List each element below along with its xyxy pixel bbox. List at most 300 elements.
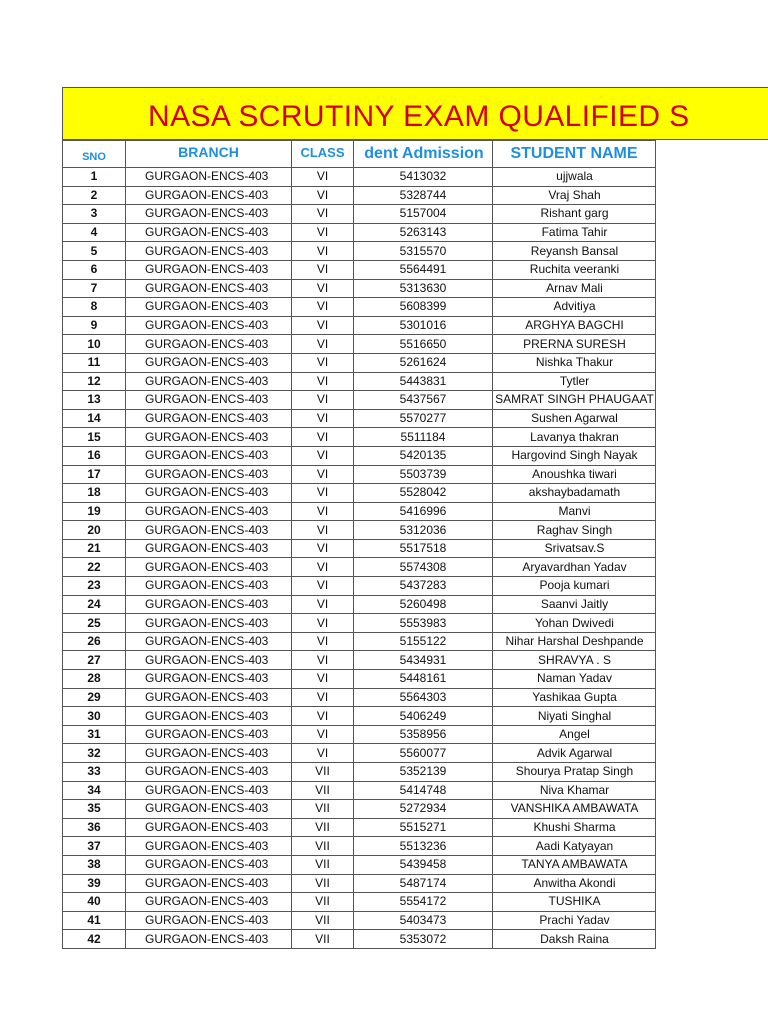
cell-branch[interactable]: GURGAON-ENCS-403 [126,725,292,744]
cell-branch[interactable]: GURGAON-ENCS-403 [126,632,292,651]
cell-admission[interactable]: 5358956 [354,725,493,744]
table-row [63,335,656,354]
cell-branch[interactable]: GURGAON-ENCS-403 [126,893,292,912]
cell-class[interactable]: VI [292,353,354,372]
cell-student-name-text: akshaybadamath [528,485,621,500]
cell-branch[interactable]: GURGAON-ENCS-403 [126,353,292,372]
cell-student-name-text: Naman Yadav [537,671,612,686]
cell-branch[interactable]: GURGAON-ENCS-403 [126,930,292,949]
cell-student-name[interactable] [493,260,656,279]
table-row [63,707,656,726]
cell-class[interactable]: VII [292,930,354,949]
cell-branch[interactable]: GURGAON-ENCS-403 [126,818,292,837]
cell-class[interactable]: VI [292,614,354,633]
cell-sno[interactable]: 29 [63,688,126,707]
cell-class[interactable]: VI [292,521,354,540]
cell-admission[interactable]: 5414748 [354,781,493,800]
cell-class[interactable]: VI [292,298,354,317]
table-row [63,763,656,782]
table-row [63,744,656,763]
cell-sno[interactable]: 30 [63,707,126,726]
title-banner [62,87,768,140]
cell-student-name[interactable] [493,205,656,224]
cell-branch[interactable]: GURGAON-ENCS-403 [126,837,292,856]
table-row [63,614,656,633]
cell-student-name-text: PRERNA SURESH [523,336,626,351]
table-row [63,428,656,447]
cell-class[interactable]: VI [292,651,354,670]
cell-student-name-text: ARGHYA BAGCHI [525,318,624,333]
cell-class[interactable]: VI [292,484,354,503]
cell-student-name[interactable] [493,168,656,187]
cell-branch[interactable]: GURGAON-ENCS-403 [126,391,292,410]
cell-admission[interactable]: 5560077 [354,744,493,763]
table-row [63,465,656,484]
cell-branch[interactable]: GURGAON-ENCS-403 [126,855,292,874]
cell-class[interactable]: VI [292,744,354,763]
cell-admission[interactable]: 5301016 [354,316,493,335]
cell-admission[interactable]: 5260498 [354,595,493,614]
cell-class[interactable]: VII [292,818,354,837]
cell-branch[interactable]: GURGAON-ENCS-403 [126,763,292,782]
cell-class[interactable]: VI [292,372,354,391]
cell-sno[interactable]: 15 [63,428,126,447]
cell-class[interactable]: VI [292,391,354,410]
cell-student-name[interactable] [493,465,656,484]
cell-branch[interactable]: GURGAON-ENCS-403 [126,558,292,577]
cell-student-name-text: Daksh Raina [540,931,609,946]
cell-class[interactable]: VI [292,632,354,651]
cell-class[interactable]: VI [292,279,354,298]
cell-student-name[interactable] [493,670,656,689]
cell-admission[interactable]: 5263143 [354,223,493,242]
cell-admission[interactable]: 5261624 [354,353,493,372]
students-table [62,140,656,949]
cell-branch[interactable]: GURGAON-ENCS-403 [126,168,292,187]
cell-student-name-text: TUSHIKA [548,894,601,909]
cell-admission[interactable]: 5406249 [354,707,493,726]
cell-sno[interactable]: 33 [63,763,126,782]
table-row [63,409,656,428]
cell-student-name[interactable] [493,651,656,670]
cell-branch[interactable]: GURGAON-ENCS-403 [126,223,292,242]
cell-sno[interactable]: 5 [63,242,126,261]
cell-branch[interactable]: GURGAON-ENCS-403 [126,577,292,596]
cell-sno[interactable]: 9 [63,316,126,335]
cell-branch[interactable]: GURGAON-ENCS-403 [126,335,292,354]
cell-student-name-text: Raghav Singh [536,522,613,537]
cell-class[interactable]: VI [292,168,354,187]
table-row [63,168,656,187]
cell-student-name[interactable] [493,335,656,354]
cell-admission[interactable]: 5608399 [354,298,493,317]
cell-admission[interactable]: 5443831 [354,372,493,391]
cell-sno[interactable]: 16 [63,446,126,465]
table-row [63,632,656,651]
cell-admission[interactable]: 5312036 [354,521,493,540]
cell-student-name[interactable] [493,614,656,633]
cell-student-name-text: Aadi Katyayan [535,838,614,853]
cell-student-name-text: SAMRAT SINGH PHAUGAAT [495,392,654,407]
cell-sno[interactable]: 32 [63,744,126,763]
cell-sno[interactable]: 24 [63,595,126,614]
cell-branch[interactable]: GURGAON-ENCS-403 [126,205,292,224]
column-header-admission [354,141,493,168]
cell-branch[interactable]: GURGAON-ENCS-403 [126,260,292,279]
cell-student-name[interactable] [493,855,656,874]
cell-student-name-text: Pooja kumari [539,578,610,593]
cell-sno[interactable]: 27 [63,651,126,670]
cell-admission[interactable]: 5403473 [354,911,493,930]
cell-class[interactable]: VI [292,409,354,428]
cell-student-name[interactable] [493,595,656,614]
cell-branch[interactable]: GURGAON-ENCS-403 [126,446,292,465]
cell-sno[interactable]: 22 [63,558,126,577]
cell-student-name-text: Arnav Mali [546,280,603,295]
cell-class[interactable]: VI [292,223,354,242]
cell-student-name-text: Niyati Singhal [537,708,612,723]
cell-student-name-text: Prachi Yadav [539,913,610,928]
cell-sno[interactable]: 7 [63,279,126,298]
cell-class[interactable]: VI [292,242,354,261]
cell-sno[interactable]: 25 [63,614,126,633]
cell-student-name[interactable] [493,428,656,447]
cell-student-name-text: Saanvi Jaitly [540,596,609,611]
cell-admission[interactable]: 5439458 [354,855,493,874]
cell-branch[interactable]: GURGAON-ENCS-403 [126,484,292,503]
cell-student-name[interactable] [493,409,656,428]
cell-admission[interactable]: 5313630 [354,279,493,298]
cell-student-name-text: Manvi [558,503,591,518]
cell-student-name[interactable] [493,893,656,912]
cell-student-name-text: Lavanya thakran [530,429,619,444]
column-header-branch: BRANCH [126,141,292,168]
cell-class[interactable]: VII [292,800,354,819]
cell-admission[interactable]: 5513236 [354,837,493,856]
cell-student-name[interactable] [493,707,656,726]
cell-class[interactable]: VI [292,428,354,447]
cell-student-name-text: TANYA AMBAWATA [521,857,628,872]
column-header-student-name: STUDENT NAME [493,141,656,168]
cell-student-name[interactable] [493,632,656,651]
cell-branch[interactable]: GURGAON-ENCS-403 [126,595,292,614]
cell-branch[interactable]: GURGAON-ENCS-403 [126,911,292,930]
cell-admission[interactable]: 5554172 [354,893,493,912]
cell-class[interactable]: VI [292,260,354,279]
sheet-title: NASA SCRUTINY EXAM QUALIFIED S [148,100,690,133]
cell-student-name-text: Nishka Thakur [535,355,614,370]
cell-branch[interactable]: GURGAON-ENCS-403 [126,614,292,633]
cell-class[interactable]: VI [292,688,354,707]
cell-branch[interactable]: GURGAON-ENCS-403 [126,298,292,317]
cell-student-name-text: Yashikaa Gupta [532,689,617,704]
cell-student-name-text: Advik Agarwal [536,745,613,760]
cell-sno[interactable]: 4 [63,223,126,242]
cell-sno[interactable]: 41 [63,911,126,930]
cell-student-name[interactable] [493,800,656,819]
table-row [63,242,656,261]
cell-student-name[interactable] [493,837,656,856]
cell-admission[interactable]: 5516650 [354,335,493,354]
table-row [63,595,656,614]
cell-student-name-text: Shourya Pratap Singh [515,764,634,779]
cell-class[interactable]: VII [292,911,354,930]
cell-sno[interactable]: 20 [63,521,126,540]
cell-branch[interactable]: GURGAON-ENCS-403 [126,539,292,558]
cell-sno[interactable]: 38 [63,855,126,874]
cell-student-name-text: Niva Khamar [539,782,610,797]
cell-branch[interactable]: GURGAON-ENCS-403 [126,651,292,670]
cell-sno[interactable]: 12 [63,372,126,391]
cell-branch[interactable]: GURGAON-ENCS-403 [126,800,292,819]
cell-student-name[interactable] [493,558,656,577]
cell-admission[interactable]: 5515271 [354,818,493,837]
cell-sno[interactable]: 19 [63,502,126,521]
cell-branch[interactable]: GURGAON-ENCS-403 [126,372,292,391]
cell-student-name-text: Angel [559,727,590,742]
cell-class[interactable]: VI [292,670,354,689]
cell-class[interactable]: VI [292,335,354,354]
cell-student-name-text: Nihar Harshal Deshpande [505,634,644,649]
table-row [63,893,656,912]
cell-branch[interactable]: GURGAON-ENCS-403 [126,707,292,726]
cell-student-name-text: Tytler [559,373,590,388]
cell-sno[interactable]: 40 [63,893,126,912]
cell-sno[interactable]: 23 [63,577,126,596]
table-row [63,502,656,521]
table-row [63,223,656,242]
cell-admission[interactable]: 5503739 [354,465,493,484]
cell-admission[interactable]: 5434931 [354,651,493,670]
cell-student-name[interactable] [493,484,656,503]
cell-sno[interactable]: 34 [63,781,126,800]
cell-student-name-text: Ruchita veeranki [529,262,620,277]
cell-sno[interactable]: 3 [63,205,126,224]
cell-admission[interactable]: 5487174 [354,874,493,893]
cell-student-name[interactable] [493,372,656,391]
cell-admission[interactable]: 5511184 [354,428,493,447]
cell-sno[interactable]: 13 [63,391,126,410]
cell-branch[interactable]: GURGAON-ENCS-403 [126,316,292,335]
cell-class[interactable]: VI [292,539,354,558]
cell-sno[interactable]: 18 [63,484,126,503]
cell-admission[interactable]: 5574308 [354,558,493,577]
cell-student-name[interactable] [493,391,656,410]
table-row [63,353,656,372]
cell-student-name[interactable] [493,911,656,930]
cell-student-name[interactable] [493,539,656,558]
cell-student-name[interactable] [493,242,656,261]
cell-branch[interactable]: GURGAON-ENCS-403 [126,465,292,484]
cell-student-name-text: Srivatsav.S [544,541,605,556]
cell-admission[interactable]: 5448161 [354,670,493,689]
cell-admission[interactable]: 5437283 [354,577,493,596]
table-row [63,855,656,874]
table-row [63,391,656,410]
cell-student-name-text: Rishant garg [540,206,609,221]
cell-admission[interactable]: 5157004 [354,205,493,224]
cell-class[interactable]: VI [292,186,354,205]
cell-student-name[interactable] [493,930,656,949]
header-row [63,141,656,168]
table-row [63,558,656,577]
table-row [63,539,656,558]
cell-student-name-text: Anwitha Akondi [533,875,616,890]
table-row [63,930,656,949]
cell-admission[interactable]: 5416996 [354,502,493,521]
cell-branch[interactable]: GURGAON-ENCS-403 [126,521,292,540]
cell-class[interactable]: VI [292,725,354,744]
cell-class[interactable]: VII [292,763,354,782]
cell-student-name[interactable] [493,577,656,596]
cell-branch[interactable]: GURGAON-ENCS-403 [126,874,292,893]
cell-sno[interactable]: 26 [63,632,126,651]
cell-class[interactable]: VI [292,446,354,465]
cell-student-name[interactable] [493,744,656,763]
cell-branch[interactable]: GURGAON-ENCS-403 [126,428,292,447]
cell-student-name[interactable] [493,446,656,465]
cell-admission[interactable]: 5528042 [354,484,493,503]
cell-class[interactable]: VII [292,855,354,874]
cell-branch[interactable]: GURGAON-ENCS-403 [126,242,292,261]
table-row [63,874,656,893]
cell-student-name[interactable] [493,725,656,744]
table-row [63,577,656,596]
table-row [63,670,656,689]
cell-student-name-text: Khushi Sharma [533,820,616,835]
cell-student-name-text: VANSHIKA AMBAWATA [510,801,639,816]
cell-admission[interactable]: 5420135 [354,446,493,465]
cell-sno[interactable]: 17 [63,465,126,484]
cell-branch[interactable]: GURGAON-ENCS-403 [126,409,292,428]
table-row [63,260,656,279]
cell-admission[interactable]: 5155122 [354,632,493,651]
column-header-admission-label: dent Admission [364,145,484,162]
cell-student-name-text: Advitiya [553,299,596,314]
cell-admission[interactable]: 5564303 [354,688,493,707]
table-row [63,651,656,670]
table-row [63,781,656,800]
cell-sno[interactable]: 10 [63,335,126,354]
cell-student-name[interactable] [493,781,656,800]
table-row [63,484,656,503]
cell-student-name[interactable] [493,353,656,372]
cell-branch[interactable]: GURGAON-ENCS-403 [126,279,292,298]
cell-class[interactable]: VI [292,465,354,484]
cell-student-name-text: Sushen Agarwal [531,411,618,426]
cell-admission[interactable]: 5315570 [354,242,493,261]
cell-student-name[interactable] [493,874,656,893]
cell-student-name[interactable] [493,316,656,335]
table-row [63,688,656,707]
cell-student-name[interactable] [493,502,656,521]
cell-sno[interactable]: 37 [63,837,126,856]
table-row [63,911,656,930]
cell-student-name-text: ujjwala [556,169,593,184]
cell-branch[interactable]: GURGAON-ENCS-403 [126,186,292,205]
cell-admission[interactable]: 5328744 [354,186,493,205]
table-row [63,316,656,335]
cell-student-name[interactable] [493,279,656,298]
cell-sno[interactable]: 6 [63,260,126,279]
cell-branch[interactable]: GURGAON-ENCS-403 [126,670,292,689]
table-row [63,298,656,317]
cell-class[interactable]: VII [292,837,354,856]
cell-admission[interactable]: 5353072 [354,930,493,949]
cell-class[interactable]: VII [292,781,354,800]
cell-admission[interactable]: 5553983 [354,614,493,633]
cell-student-name[interactable] [493,688,656,707]
cell-branch[interactable]: GURGAON-ENCS-403 [126,688,292,707]
cell-class[interactable]: VI [292,558,354,577]
cell-admission[interactable]: 5272934 [354,800,493,819]
cell-sno[interactable]: 21 [63,539,126,558]
cell-sno[interactable]: 36 [63,818,126,837]
table-row [63,725,656,744]
cell-admission[interactable]: 5352139 [354,763,493,782]
cell-sno[interactable]: 39 [63,874,126,893]
cell-class[interactable]: VII [292,874,354,893]
cell-class[interactable]: VI [292,502,354,521]
cell-student-name-text: Vraj Shah [548,187,601,202]
cell-student-name[interactable] [493,818,656,837]
cell-admission[interactable]: 5564491 [354,260,493,279]
cell-sno[interactable]: 11 [63,353,126,372]
cell-admission[interactable]: 5437567 [354,391,493,410]
cell-sno[interactable]: 35 [63,800,126,819]
cell-branch[interactable]: GURGAON-ENCS-403 [126,781,292,800]
cell-branch[interactable]: GURGAON-ENCS-403 [126,502,292,521]
table-row [63,837,656,856]
cell-sno[interactable]: 2 [63,186,126,205]
cell-student-name-text: Reyansh Bansal [530,243,619,258]
table-row [63,186,656,205]
cell-student-name-text: Hargovind Singh Nayak [511,448,638,463]
column-header-sno: SNO [63,141,126,168]
cell-student-name[interactable] [493,186,656,205]
cell-class[interactable]: VII [292,893,354,912]
cell-sno[interactable]: 8 [63,298,126,317]
table-row [63,446,656,465]
table-row [63,205,656,224]
cell-student-name[interactable] [493,223,656,242]
cell-class[interactable]: VI [292,707,354,726]
cell-sno[interactable]: 1 [63,168,126,187]
cell-student-name[interactable] [493,298,656,317]
cell-admission[interactable]: 5570277 [354,409,493,428]
cell-admission[interactable]: 5413032 [354,168,493,187]
column-header-class: CLASS [292,141,354,168]
cell-admission[interactable]: 5517518 [354,539,493,558]
cell-sno[interactable]: 28 [63,670,126,689]
cell-student-name[interactable] [493,763,656,782]
cell-sno[interactable]: 14 [63,409,126,428]
cell-sno[interactable]: 42 [63,930,126,949]
cell-student-name-text: SHRAVYA . S [538,652,611,667]
cell-student-name-text: Anoushka tiwari [532,466,617,481]
cell-class[interactable]: VI [292,577,354,596]
table-row [63,279,656,298]
cell-student-name-text: Fatima Tahir [541,225,608,240]
table-row [63,372,656,391]
cell-branch[interactable]: GURGAON-ENCS-403 [126,744,292,763]
table-row [63,521,656,540]
cell-sno[interactable]: 31 [63,725,126,744]
cell-class[interactable]: VI [292,205,354,224]
cell-class[interactable]: VI [292,316,354,335]
cell-class[interactable]: VI [292,595,354,614]
cell-student-name[interactable] [493,521,656,540]
